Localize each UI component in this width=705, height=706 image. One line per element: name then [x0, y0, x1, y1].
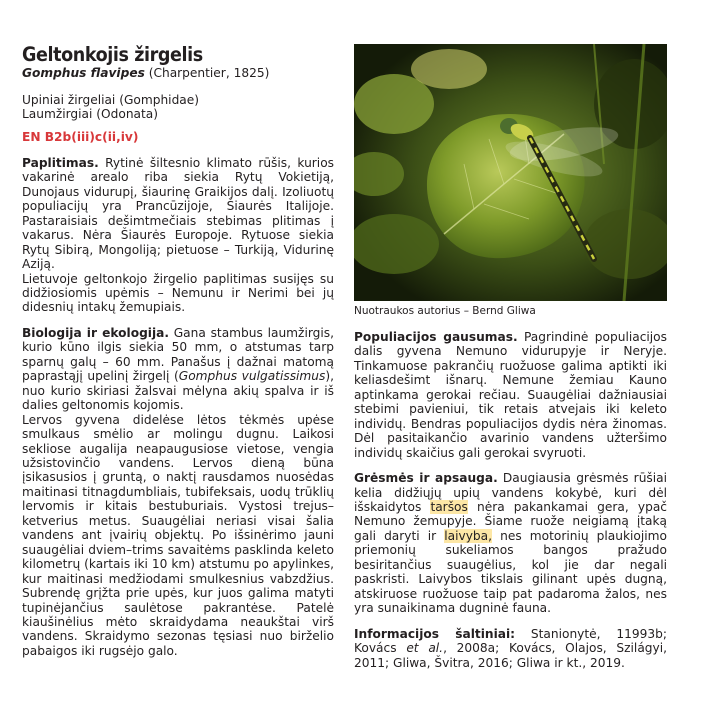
highlight-tarsos: taršos	[430, 499, 468, 514]
section-heading: Grėsmės ir apsauga.	[354, 471, 498, 486]
section-text: Pagrindinė populiacijos dalis gyvena Nemuno vidurupyje ir Neryje. Tinkamuose pakrančių ruožuose galima aptikti iki keliasdešimt išnarų. Nemune žemiau Kauno aptinkama gerokai rečiau. Suaugėliai dažniausiai stebimi pavieniui, tik retais atvejais iki keleto individų. Bendras populiacijos dydis nėra žinomas. Dėl pasitaikančio avarinio vandens užteršimo individų skaičius gali gerokai svyruoti.	[354, 330, 667, 460]
section-paplitimas	[22, 156, 334, 315]
section-heading: Paplitimas.	[22, 155, 99, 170]
section-text: Rytinė šiltesnio klimato rūšis, kurios vakarinė arealo riba siekia Rytų Vokietiją, Dunojaus vidurupį, šiaurinę Graikijos dalį. Izoliuotų populiacijų yra Prancūzijoje, Šiaurės Italijoje. Pastaraisiais dešimtmečiais stebimas plitimas į vakarus. Nėra Šiaurės Europoje. Rytuose siekia Rytų Sibirą, Mongoliją; pietuose – Turkiją, Vidurinę Aziją.	[22, 155, 334, 272]
highlight-laivyba: laivyba,	[444, 528, 493, 543]
dragonfly-photo-icon	[354, 44, 667, 301]
et-al: et al.	[406, 641, 444, 656]
species-name: Gomphus vulgatissimus	[178, 369, 326, 384]
page-title: Geltonkojis žirgelis	[22, 43, 203, 66]
status-badge: EN B2b(iii)c(ii,iv)	[22, 129, 139, 144]
section-text: nes motorinių plaukiojimo priemonių sukeliamos bangos pražudo besiritančius suaugėlius, kol jie dar negali paskristi. Laivybos tikslais gilinant upės dugną, atskiruose ruožuose taip pat padaroma žalos, nes yra sunaikinama dugninė fauna.	[354, 528, 667, 616]
section-text: , 2008a; Kovács, Olajos, Szilágyi, 2011; Gliwa, Švitra, 2016; Gliwa ir kt., 2019.	[354, 641, 667, 670]
section-text: nėra pakankamai gera, ypač Nemuno žemupyje. Šiame ruože neigiamą įtaką gali daryti ir	[354, 499, 667, 543]
left-column	[22, 44, 334, 669]
section-text: Lervos gyvena didelėse lėtos tėkmės upėse smulkaus smėlio ar molingu dugnu. Laikosi sekliose augalija neapaugusiose vietose, vengia užsistovinčio vandens. Lervos dieną būna įsikasusios į gruntą, o naktį rausdamos nuosėdas maitinasi titnagdumbliais, tubifeksais, uodų trūklių lervomis ir kitais bestuburiais. Vystosi trejus–ketverius metus. Suaugėliai neriasi visai šalia vandens ant įvairių objektų. Po išsinėrimo jauni suaugėliai dviem–trims savaitėms pasklinda keleto kilometrų (kartais iki 10 km) atstumu po apylinkes, kur maitinasi medžiodami smulkesnius vabzdžius. Subrendę grįžta prie upės, kur juos galima matyti tupinėjančius saulėtose pakrantėse. Patelė kiaušinėlius mėto skraidydama neaukštai virš vandens. Skraidymo sezonas tęsiasi nuo birželio pabaigos iki rugsėjo galo.	[22, 412, 334, 658]
section-heading: Biologija ir ekologija.	[22, 325, 169, 340]
section-gresmes	[354, 471, 667, 616]
section-text: Gana stambus laumžirgis, kurio kūno ilgis siekia 50 mm, o atstumas tarp sparnų galų – 60 mm. Panašus į dažnai matomą paprastąjį upelinį žirgelį (	[22, 325, 334, 384]
section-text: Stanionytė, 11993b; Kovács	[354, 626, 668, 656]
latin-species: Gomphus flavipes	[22, 66, 145, 80]
section-heading: Informacijos šaltiniai:	[354, 626, 516, 641]
latin-author: (Charpentier, 1825)	[148, 66, 270, 80]
photo-caption: Nuotraukos autorius – Bernd Gliwa	[354, 305, 536, 317]
family-line: Upiniai žirgeliai (Gomphidae)	[22, 92, 200, 107]
section-text: Lietuvoje geltonkojo žirgelio paplitimas susijęs su didžiosiomis upėmis – Nemunu ir Nerimi bei jų didesnių intakų žemupiais.	[22, 271, 334, 315]
order-line: Laumžirgiai (Odonata)	[22, 107, 159, 121]
latin-name	[22, 66, 334, 81]
dragonfly-photo	[354, 44, 667, 301]
right-column	[354, 330, 667, 681]
taxonomy	[22, 93, 334, 122]
section-populiacijos	[354, 330, 667, 460]
section-text: Daugiausia grėsmės rūšiai kelia didžiųjų upių vandens kokybė, kuri dėl išskaidytos	[354, 471, 668, 514]
section-biologija	[22, 326, 334, 658]
section-informacijos	[354, 627, 667, 670]
section-text: ), nuo kurio skiriasi žalsvai mėlyna akių spalva ir iš dalies geltonomis kojomis.	[22, 369, 335, 413]
section-heading: Populiacijos gausumas.	[354, 330, 518, 344]
